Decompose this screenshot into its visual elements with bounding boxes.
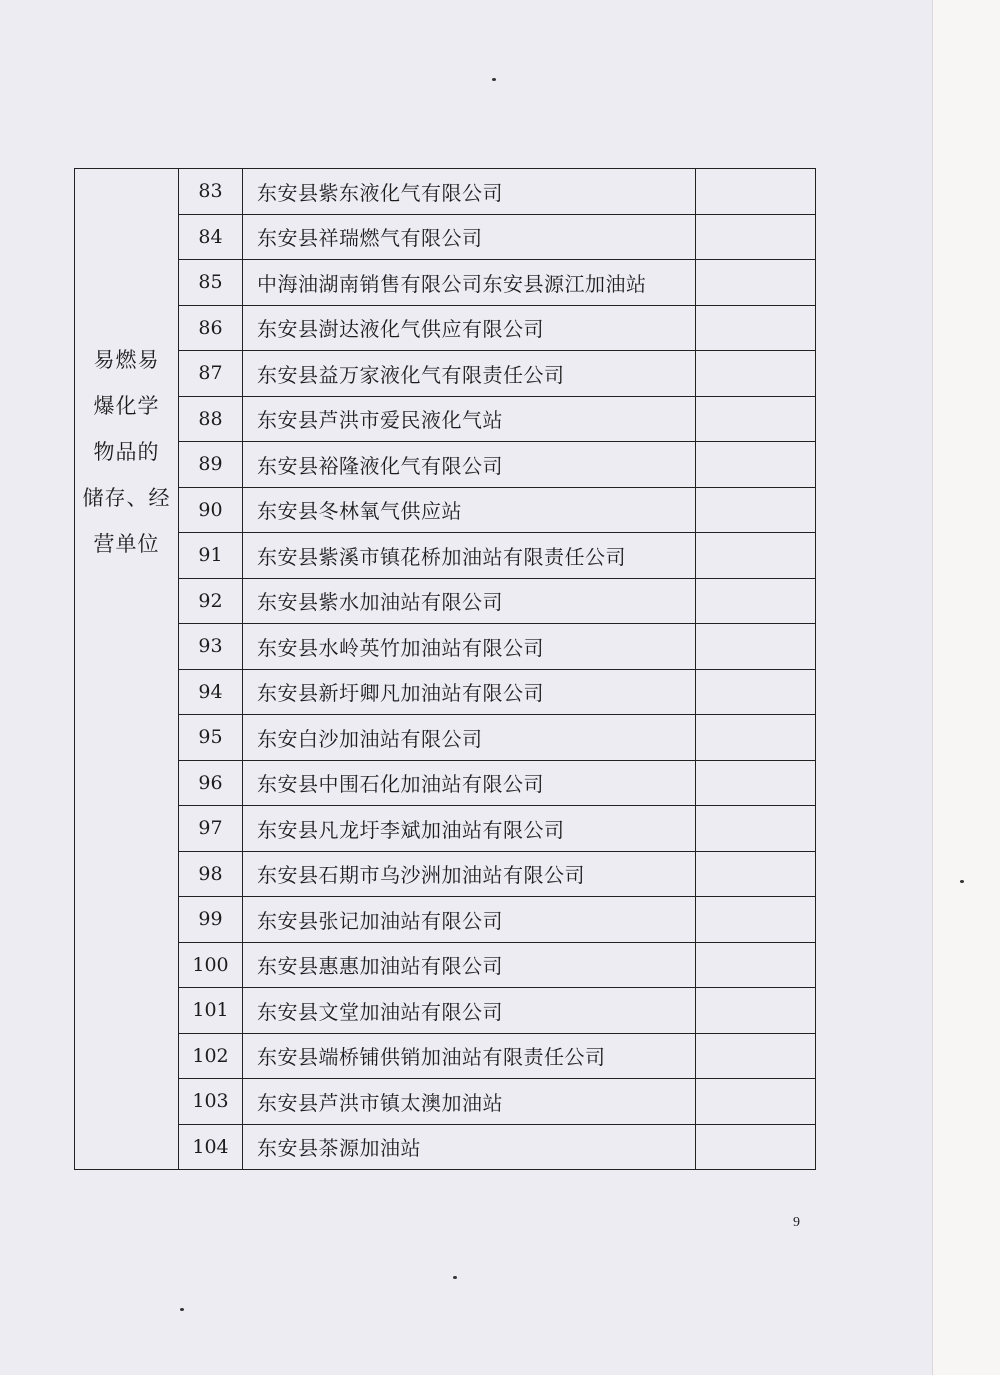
unit-name: 东安县惠惠加油站有限公司 bbox=[243, 942, 696, 988]
table-row bbox=[75, 214, 816, 260]
row-number: 89 bbox=[179, 442, 243, 488]
scan-speck bbox=[492, 78, 496, 81]
blank-cell bbox=[696, 806, 816, 852]
row-number: 90 bbox=[179, 487, 243, 533]
row-number: 92 bbox=[179, 578, 243, 624]
unit-name: 东安县文堂加油站有限公司 bbox=[243, 988, 696, 1034]
row-number: 103 bbox=[179, 1079, 243, 1125]
unit-table-body bbox=[75, 169, 816, 1170]
table-row bbox=[75, 533, 816, 579]
row-number: 86 bbox=[179, 305, 243, 351]
table-row bbox=[75, 897, 816, 943]
unit-name: 东安县紫东液化气有限公司 bbox=[243, 169, 696, 215]
category-line: 爆化学 bbox=[93, 394, 160, 418]
unit-name: 东安县紫水加油站有限公司 bbox=[243, 578, 696, 624]
unit-name: 东安县茶源加油站 bbox=[243, 1124, 696, 1170]
blank-cell bbox=[696, 442, 816, 488]
category-line: 易燃易 bbox=[93, 348, 160, 372]
blank-cell bbox=[696, 1033, 816, 1079]
blank-cell bbox=[696, 1124, 816, 1170]
unit-name: 东安县中围石化加油站有限公司 bbox=[243, 760, 696, 806]
unit-name: 东安县益万家液化气有限责任公司 bbox=[243, 351, 696, 397]
unit-name: 中海油湖南销售有限公司东安县源江加油站 bbox=[243, 260, 696, 306]
blank-cell bbox=[696, 624, 816, 670]
row-number: 96 bbox=[179, 760, 243, 806]
table-row bbox=[75, 715, 816, 761]
blank-cell bbox=[696, 760, 816, 806]
unit-name: 东安县芦洪市镇太澳加油站 bbox=[243, 1079, 696, 1125]
unit-name: 东安县紫溪市镇花桥加油站有限责任公司 bbox=[243, 533, 696, 579]
blank-cell bbox=[696, 305, 816, 351]
blank-cell bbox=[696, 988, 816, 1034]
table-row bbox=[75, 988, 816, 1034]
blank-cell bbox=[696, 214, 816, 260]
row-number: 88 bbox=[179, 396, 243, 442]
table-row bbox=[75, 169, 816, 215]
unit-table bbox=[74, 168, 816, 1170]
table-row bbox=[75, 1124, 816, 1170]
unit-name: 东安县祥瑞燃气有限公司 bbox=[243, 214, 696, 260]
scan-speck bbox=[180, 1308, 184, 1311]
unit-name: 东安县水岭英竹加油站有限公司 bbox=[243, 624, 696, 670]
unit-name: 东安县凡龙圩李斌加油站有限公司 bbox=[243, 806, 696, 852]
unit-name: 东安县裕隆液化气有限公司 bbox=[243, 442, 696, 488]
row-number: 91 bbox=[179, 533, 243, 579]
category-line: 营单位 bbox=[93, 532, 160, 556]
row-number: 100 bbox=[179, 942, 243, 988]
row-number: 93 bbox=[179, 624, 243, 670]
blank-cell bbox=[696, 669, 816, 715]
row-number: 87 bbox=[179, 351, 243, 397]
table-row bbox=[75, 942, 816, 988]
blank-cell bbox=[696, 578, 816, 624]
table-row bbox=[75, 396, 816, 442]
row-number: 98 bbox=[179, 851, 243, 897]
category-cell bbox=[75, 169, 179, 1170]
blank-cell bbox=[696, 396, 816, 442]
table-row bbox=[75, 624, 816, 670]
row-number: 85 bbox=[179, 260, 243, 306]
row-number: 102 bbox=[179, 1033, 243, 1079]
row-number: 97 bbox=[179, 806, 243, 852]
table-row bbox=[75, 669, 816, 715]
row-number: 94 bbox=[179, 669, 243, 715]
row-number: 83 bbox=[179, 169, 243, 215]
scan-speck bbox=[960, 880, 964, 883]
scan-margin-strip bbox=[932, 0, 1000, 1375]
blank-cell bbox=[696, 942, 816, 988]
scan-speck bbox=[453, 1276, 457, 1279]
table-row bbox=[75, 305, 816, 351]
table-row bbox=[75, 851, 816, 897]
row-number: 84 bbox=[179, 214, 243, 260]
table-row bbox=[75, 351, 816, 397]
blank-cell bbox=[696, 1079, 816, 1125]
unit-name: 东安县澍达液化气供应有限公司 bbox=[243, 305, 696, 351]
blank-cell bbox=[696, 260, 816, 306]
category-line: 储存、经 bbox=[82, 486, 171, 510]
table-row bbox=[75, 487, 816, 533]
blank-cell bbox=[696, 169, 816, 215]
unit-name: 东安县石期市乌沙洲加油站有限公司 bbox=[243, 851, 696, 897]
table-row bbox=[75, 760, 816, 806]
row-number: 99 bbox=[179, 897, 243, 943]
table-row bbox=[75, 1079, 816, 1125]
table-row bbox=[75, 442, 816, 488]
table-row bbox=[75, 806, 816, 852]
row-number: 104 bbox=[179, 1124, 243, 1170]
category-line: 物品的 bbox=[93, 440, 160, 464]
unit-name: 东安县冬林氧气供应站 bbox=[243, 487, 696, 533]
row-number: 101 bbox=[179, 988, 243, 1034]
unit-name: 东安县端桥铺供销加油站有限责任公司 bbox=[243, 1033, 696, 1079]
unit-name: 东安县新圩卿凡加油站有限公司 bbox=[243, 669, 696, 715]
blank-cell bbox=[696, 351, 816, 397]
unit-name: 东安县芦洪市爱民液化气站 bbox=[243, 396, 696, 442]
blank-cell bbox=[696, 533, 816, 579]
blank-cell bbox=[696, 487, 816, 533]
page-number: 9 bbox=[793, 1215, 800, 1230]
table-row bbox=[75, 578, 816, 624]
blank-cell bbox=[696, 715, 816, 761]
table-row bbox=[75, 1033, 816, 1079]
blank-cell bbox=[696, 851, 816, 897]
table-row bbox=[75, 260, 816, 306]
unit-name: 东安白沙加油站有限公司 bbox=[243, 715, 696, 761]
blank-cell bbox=[696, 897, 816, 943]
unit-name: 东安县张记加油站有限公司 bbox=[243, 897, 696, 943]
row-number: 95 bbox=[179, 715, 243, 761]
